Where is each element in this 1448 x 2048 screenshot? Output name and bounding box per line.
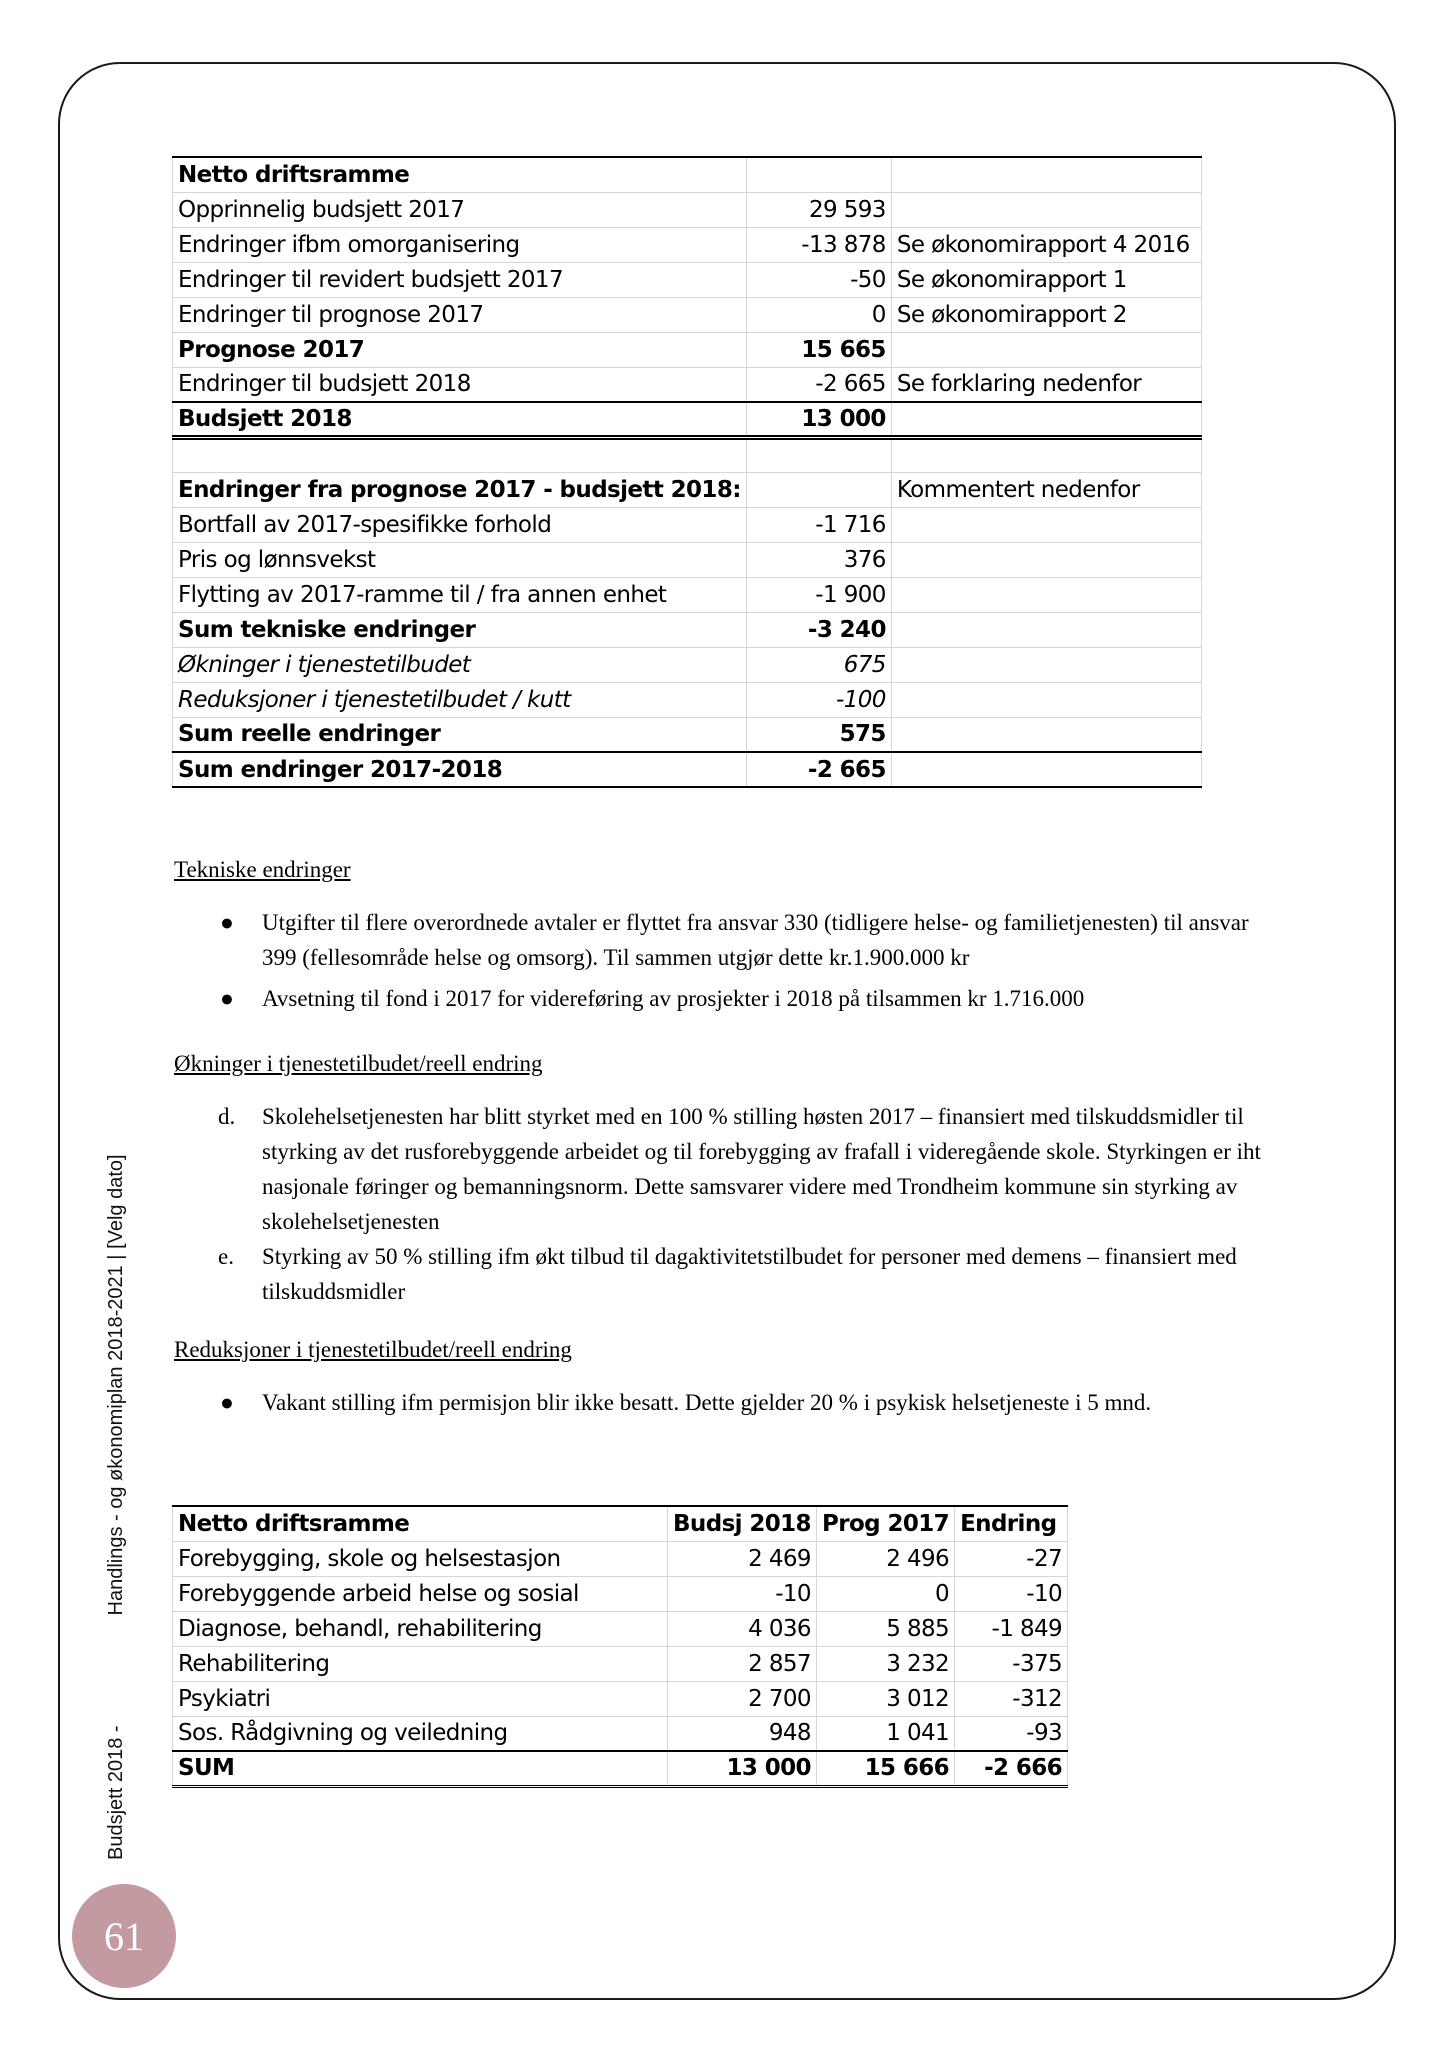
cell-comment [891, 717, 1201, 752]
cell-value: -13 878 [746, 227, 891, 262]
cell-label: Prognose 2017 [173, 332, 747, 367]
cell-comment: Se forklaring nedenfor [891, 367, 1201, 402]
cell-label: Økninger i tjenestetilbudet [173, 647, 747, 682]
distribution-table [172, 1505, 1068, 1788]
cell-comment [891, 542, 1201, 577]
section-okninger [174, 1046, 1284, 1309]
section-reduksjoner [174, 1332, 1284, 1420]
cell-value: 3 012 [816, 1681, 954, 1716]
list-item [174, 1099, 1284, 1239]
cell-label: Endringer til revidert budsjett 2017 [173, 262, 747, 297]
cell-value: 2 857 [668, 1646, 817, 1681]
table-row [173, 227, 1202, 262]
cell-comment: Se økonomirapport 4 2016 [891, 227, 1201, 262]
cell-comment [891, 577, 1201, 612]
cell-value: 675 [746, 647, 891, 682]
cell-value: -93 [955, 1716, 1068, 1751]
cell-label: Forebygging, skole og helsestasjon [173, 1541, 668, 1576]
bullet-icon: ● [220, 910, 234, 935]
table-row [173, 682, 1202, 717]
cell-value: -10 [668, 1576, 817, 1611]
table-row [173, 437, 1202, 472]
bullet-icon: ● [220, 986, 234, 1011]
cell-label: Flytting av 2017-ramme til / fra annen enhet [173, 577, 747, 612]
cell-value: -10 [955, 1576, 1068, 1611]
table-row [173, 542, 1202, 577]
cell-value: 15 665 [746, 332, 891, 367]
list-item-text: Utgifter til flere overordnede avtaler er flyttet fra ansvar 330 (tidligere helse- og familietjenesten) til ansvar 399 (fellesområde helse og omsorg). Til sammen utgjør dette kr.1.900.000 kr [262, 910, 1249, 970]
list-item [174, 981, 1284, 1016]
cell-value [746, 157, 891, 192]
cell-value: -312 [955, 1681, 1068, 1716]
cell-label: Netto driftsramme [173, 157, 747, 192]
running-header-right: Handlings - og økonomiplan 2018-2021 | [Velg dato] [105, 1154, 127, 1616]
cell-label: Endringer fra prognose 2017 - budsjett 2018: [173, 472, 747, 507]
cell-comment: Se økonomirapport 2 [891, 297, 1201, 332]
cell-label: Rehabilitering [173, 1646, 668, 1681]
cell-label: Endringer ifbm omorganisering [173, 227, 747, 262]
cell-value: -1 900 [746, 577, 891, 612]
cell-value: 5 885 [816, 1611, 954, 1646]
table-row [173, 262, 1202, 297]
budget-table [172, 156, 1202, 788]
cell-comment [891, 507, 1201, 542]
list-item-text: Avsetning til fond i 2017 for videreføring av prosjekter i 2018 på tilsammen kr 1.716.000 [262, 986, 1085, 1011]
cell-comment [891, 192, 1201, 227]
table-row [173, 612, 1202, 647]
table-row [173, 297, 1202, 332]
cell-comment [891, 157, 1201, 192]
list-marker: e. [218, 1244, 234, 1269]
table-row [173, 1646, 1068, 1681]
table-row [173, 192, 1202, 227]
cell-comment: Se økonomirapport 1 [891, 262, 1201, 297]
page-number: 61 [72, 1884, 176, 1988]
column-header: Prog 2017 [816, 1506, 954, 1541]
running-header [105, 1154, 128, 1860]
cell-value: 13 000 [668, 1751, 817, 1786]
cell-value: 948 [668, 1716, 817, 1751]
table-row [173, 1541, 1068, 1576]
cell-label: Sum reelle endringer [173, 717, 747, 752]
table-row [173, 647, 1202, 682]
cell-value: 4 036 [668, 1611, 817, 1646]
column-header: Budsj 2018 [668, 1506, 817, 1541]
table-row [173, 577, 1202, 612]
cell-value: 376 [746, 542, 891, 577]
table-sum-row [173, 1751, 1068, 1786]
section-tekniske [174, 852, 1284, 1016]
table-row [173, 332, 1202, 367]
cell-label: Reduksjoner i tjenestetilbudet / kutt [173, 682, 747, 717]
cell-label: Sum tekniske endringer [173, 612, 747, 647]
list-item-text: Vakant stilling ifm permisjon blir ikke besatt. Dette gjelder 20 % i psykisk helsetjeneste i 5 mnd. [262, 1390, 1152, 1415]
section-heading: Reduksjoner i tjenestetilbudet/reell endring [174, 1337, 572, 1362]
cell-value: -2 665 [746, 367, 891, 402]
cell-value: 1 041 [816, 1716, 954, 1751]
cell-comment: Kommentert nedenfor [891, 472, 1201, 507]
running-header-left: Budsjett 2018 - [105, 1725, 127, 1860]
section-heading: Tekniske endringer [174, 857, 351, 882]
table-row [173, 402, 1202, 437]
bullet-icon: ● [220, 1390, 234, 1415]
list-item-text: Skolehelsetjenesten har blitt styrket med en 100 % stilling høsten 2017 – finansiert med tilskuddsmidler til styrking av det rusforebyggende arbeidet og til forebygging av frafall i videregående skole. Styrkingen er iht nasjonale føringer og bemanningsnorm. Dette samsvarer videre med Trondheim kommune sin styrking av skolehelsetjenesten [262, 1104, 1261, 1234]
column-header: Netto driftsramme [173, 1506, 668, 1541]
cell-label: Sos. Rådgivning og veiledning [173, 1716, 668, 1751]
cell-value: 3 232 [816, 1646, 954, 1681]
cell-comment [891, 647, 1201, 682]
cell-value: -375 [955, 1646, 1068, 1681]
cell-label: Forebyggende arbeid helse og sosial [173, 1576, 668, 1611]
cell-comment [891, 332, 1201, 367]
cell-value: 2 496 [816, 1541, 954, 1576]
table-row [173, 752, 1202, 787]
cell-value: 0 [746, 297, 891, 332]
cell-value: 2 700 [668, 1681, 817, 1716]
cell-label: Endringer til prognose 2017 [173, 297, 747, 332]
cell-value: 575 [746, 717, 891, 752]
cell-label: Opprinnelig budsjett 2017 [173, 192, 747, 227]
list-marker: d. [218, 1104, 236, 1129]
cell-label: Endringer til budsjett 2018 [173, 367, 747, 402]
cell-label: Sum endringer 2017-2018 [173, 752, 747, 787]
table-header-row [173, 1506, 1068, 1541]
table-row [173, 717, 1202, 752]
table-row [173, 367, 1202, 402]
cell-value: 0 [816, 1576, 954, 1611]
cell-value: 15 666 [816, 1751, 954, 1786]
cell-comment [891, 402, 1201, 437]
list-item [174, 905, 1284, 975]
cell-value: -3 240 [746, 612, 891, 647]
cell-value: -50 [746, 262, 891, 297]
list-item-text: Styrking av 50 % stilling ifm økt tilbud til dagaktivitetstilbudet for personer med demens – finansiert med tilskuddsmidler [262, 1244, 1237, 1304]
list-item [174, 1239, 1284, 1309]
table-row [173, 157, 1202, 192]
section-heading: Økninger i tjenestetilbudet/reell endring [174, 1051, 543, 1076]
cell-value: -1 849 [955, 1611, 1068, 1646]
cell-value: -1 716 [746, 507, 891, 542]
cell-value: 13 000 [746, 402, 891, 437]
cell-label: Budsjett 2018 [173, 402, 747, 437]
list-item [174, 1385, 1284, 1420]
cell-value: -27 [955, 1541, 1068, 1576]
table-row [173, 1611, 1068, 1646]
table-row [173, 1681, 1068, 1716]
cell-value [746, 437, 891, 472]
table-row [173, 507, 1202, 542]
cell-value: 2 469 [668, 1541, 817, 1576]
table-row [173, 1716, 1068, 1751]
cell-label: SUM [173, 1751, 668, 1786]
table-row [173, 472, 1202, 507]
cell-label: Pris og lønnsvekst [173, 542, 747, 577]
cell-comment [891, 682, 1201, 717]
cell-label: Psykiatri [173, 1681, 668, 1716]
column-header: Endring [955, 1506, 1068, 1541]
table-row [173, 1576, 1068, 1611]
cell-value [746, 472, 891, 507]
cell-value: -100 [746, 682, 891, 717]
cell-label [173, 437, 747, 472]
cell-value: -2 665 [746, 752, 891, 787]
cell-value: 29 593 [746, 192, 891, 227]
cell-comment [891, 612, 1201, 647]
cell-comment [891, 437, 1201, 472]
cell-label: Bortfall av 2017-spesifikke forhold [173, 507, 747, 542]
cell-comment [891, 752, 1201, 787]
cell-label: Diagnose, behandl, rehabilitering [173, 1611, 668, 1646]
cell-value: -2 666 [955, 1751, 1068, 1786]
